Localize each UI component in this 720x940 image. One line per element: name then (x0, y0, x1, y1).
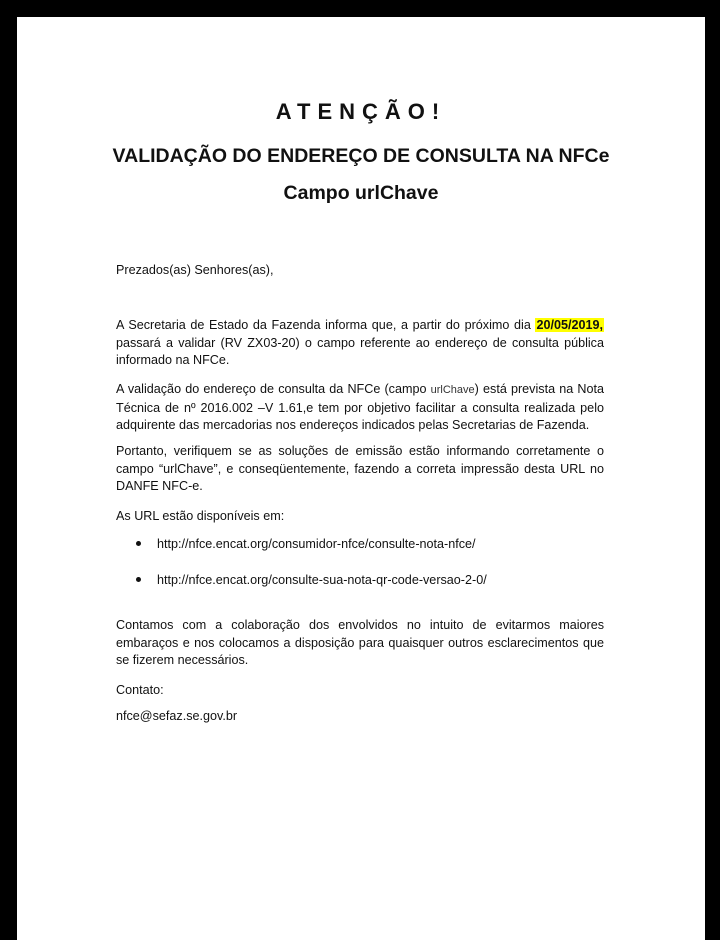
contact-label: Contato: (116, 683, 164, 697)
paragraph-announcement (116, 317, 604, 370)
paragraph-announcement-start: A Secretaria de Estado da Fazenda informa que, a partir do próximo dia (116, 318, 536, 332)
notice-subtitle: VALIDAÇÃO DO ENDEREÇO DE CONSULTA NA NFCe (112, 145, 610, 167)
bullet-icon (136, 541, 141, 546)
paragraph-closing: Contamos com a colaboração dos envolvidos no intuito de evitarmos maiores embaraços e nos colocamos a disposição para quaisquer outros esclarecimentos que se fizerem necessários. (116, 618, 604, 668)
list-item (136, 536, 476, 554)
paragraph-technical-note-start: A validação do endereço de consulta da NFCe (campo (116, 382, 431, 396)
document-page (17, 17, 705, 940)
contact-email[interactable]: nfce@sefaz.se.gov.br (116, 709, 238, 723)
paragraph-technical-note (116, 381, 604, 435)
greeting: Prezados(as) Senhores(as), (116, 263, 274, 277)
bullet-icon (136, 577, 141, 582)
urls-intro: As URL estão disponíveis em: (116, 509, 285, 523)
field-name-heading: Campo urlChave (283, 182, 439, 204)
paragraph-technical-note-end: ) está prevista na Nota Técnica de nº 2016.002 –V 1.61,e tem por objetivo facilitar a consulta realizada pelo adquirente das mercadorias nos endereços indicados pelas Secretarias de Fazenda. (116, 382, 604, 433)
paragraph-verification: Portanto, verifiquem se as soluções de emissão estão informando corretamente o campo “urlChave”, e conseqüentemente, fazendo a correta impressão desta URL no DANFE NFC-e. (116, 444, 604, 494)
urlchave-term: urlChave (430, 384, 475, 396)
paragraph-announcement-end: passará a validar (RV ZX03-20) o campo referente ao endereço de consulta pública informado na NFCe. (116, 335, 604, 368)
url-link[interactable]: http://nfce.encat.org/consumidor-nfce/consulte-nota-nfce/ (157, 537, 476, 551)
url-link[interactable]: http://nfce.encat.org/consulte-sua-nota-qr-code-versao-2-0/ (157, 573, 487, 587)
notice-title: ATENÇÃO! (275, 99, 447, 124)
list-item (136, 572, 487, 590)
highlighted-date: 20/05/2019, (536, 318, 603, 332)
